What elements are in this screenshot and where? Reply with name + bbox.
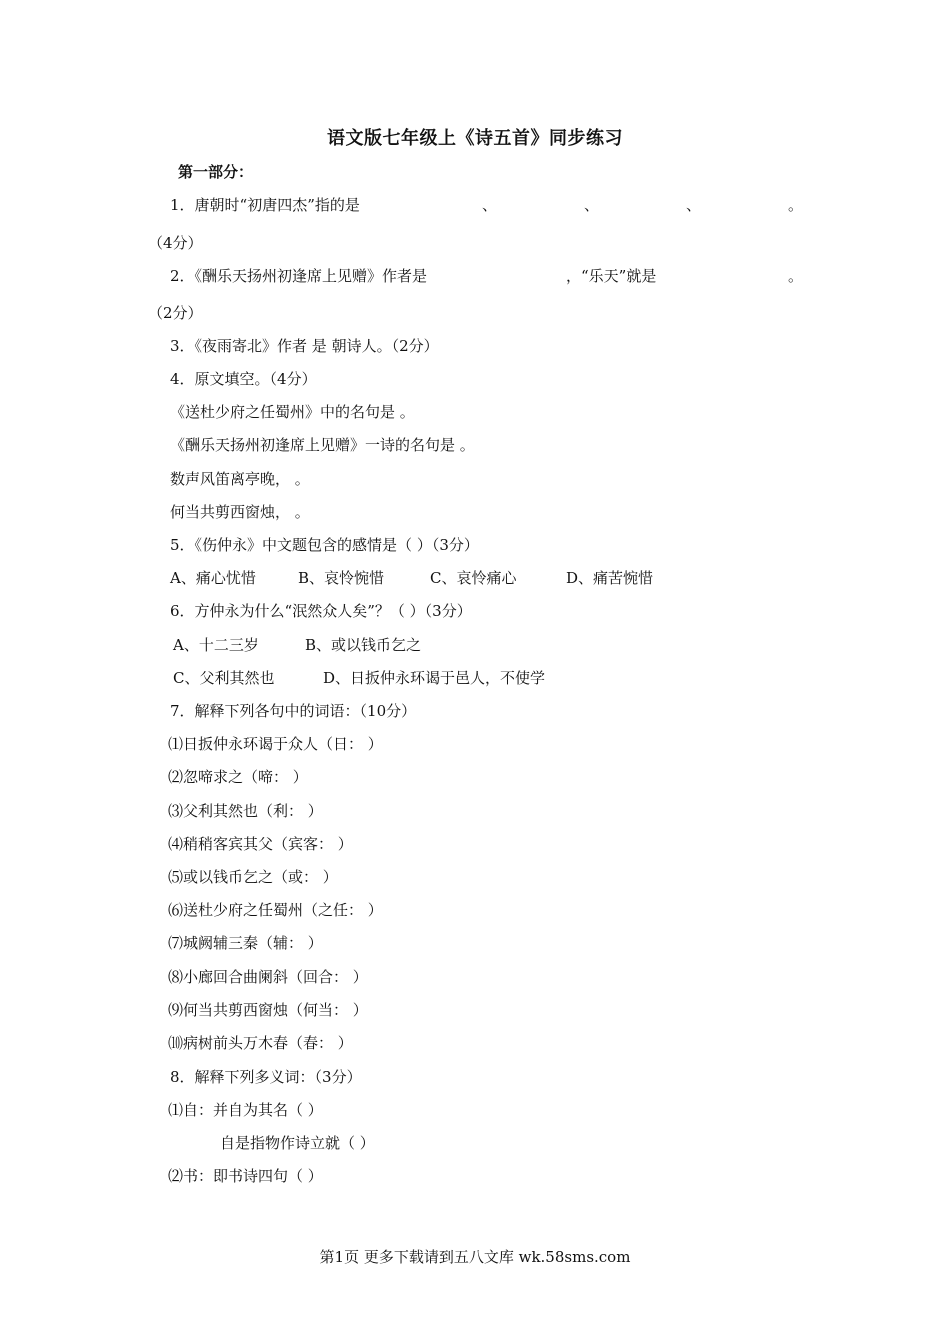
question-2-mid: ，“乐天”就是 (566, 267, 657, 285)
question-4-line: 数声风笛离亭晚， 。 (170, 470, 310, 488)
question-1-separator: 、 (482, 196, 498, 214)
question-2-text: 2．《酬乐天扬州初逢席上见赠》作者是 (170, 267, 428, 285)
option-a: A、十二三岁 (173, 636, 259, 654)
question-7-item: ⑺城阙辅三秦（辅： ） (168, 934, 323, 952)
question-6: 6．方仲永为什么“泯然众人矣”？（ ）（3分） (170, 602, 472, 620)
question-6-options (173, 668, 873, 688)
question-4-line: 何当共剪西窗烛， 。 (170, 503, 310, 521)
question-7-item: ⑵忽啼求之（啼： ） (168, 768, 308, 786)
question-1-separator: 、 (686, 196, 702, 214)
question-1-separator: 、 (584, 196, 600, 214)
question-8: 8．解释下列多义词：（3分） (170, 1068, 362, 1086)
question-7: 7．解释下列各句中的词语：（10分） (170, 702, 417, 720)
question-4: 4．原文填空。（4分） (170, 370, 317, 388)
option-b: B、哀怜惋惜 (298, 569, 385, 587)
option-d: D、日扳仲永环谒于邑人，不使学 (323, 669, 546, 687)
question-8-line: ⑴自：并自为其名（ ） (168, 1101, 323, 1119)
question-7-item: ⑴日扳仲永环谒于众人（日： ） (168, 735, 383, 753)
question-4-line: 《送杜少府之任蜀州》中的名句是 。 (170, 403, 415, 421)
question-2-end: 。 (788, 267, 804, 285)
page-footer: 第1页 更多下载请到五八文库 wk.58sms.com (319, 1248, 631, 1266)
question-7-item: ⑷稍稍客宾其父（宾客： ） (168, 835, 353, 853)
question-7-item: ⑹送杜少府之任蜀州（之任： ） (168, 901, 383, 919)
question-2 (170, 266, 870, 286)
question-8-line: 自是指物作诗立就（ ） (220, 1134, 375, 1152)
option-b: B、或以钱币乞之 (305, 636, 422, 654)
question-7-item: ⑽病树前头万木春（春： ） (168, 1034, 353, 1052)
question-4-line: 《酬乐天扬州初逢席上见赠》一诗的名句是 。 (170, 436, 475, 454)
question-1 (170, 195, 870, 215)
question-7-item: ⑸或以钱币乞之（或： ） (168, 868, 338, 886)
question-1-end: 。 (788, 196, 804, 214)
question-8-line: ⑵书：即书诗四句（ ） (168, 1167, 323, 1185)
question-7-item: ⑻小廊回合曲阑斜（回合： ） (168, 968, 368, 986)
question-3: 3．《夜雨寄北》作者 是 朝诗人。（2分） (170, 337, 439, 355)
question-7-item: ⑶父利其然也（利： ） (168, 802, 323, 820)
question-1-text: 1．唐朝时“初唐四杰”指的是 (170, 196, 360, 214)
option-a: A、痛心忧惜 (170, 569, 256, 587)
question-5: 5．《伤仲永》中文题包含的感情是（ ）（3分） (170, 536, 479, 554)
question-7-item: ⑼何当共剪西窗烛（何当： ） (168, 1001, 368, 1019)
question-6-options (173, 635, 873, 655)
option-c: C、哀怜痛心 (430, 569, 517, 587)
option-d: D、痛苦惋惜 (566, 569, 654, 587)
question-2-score: （2分） (148, 304, 203, 322)
question-5-options (170, 568, 870, 588)
section-heading: 第一部分： (178, 163, 254, 181)
page-title: 语文版七年级上《诗五首》同步练习 (327, 128, 623, 149)
question-1-score: （4分） (148, 234, 203, 252)
option-c: C、父利其然也 (173, 669, 275, 687)
